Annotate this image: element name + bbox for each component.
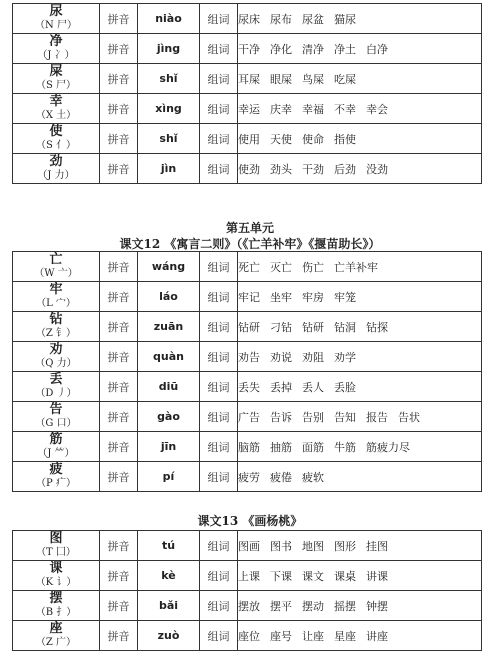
words-cell [238,462,482,492]
words-cell [238,342,482,372]
table-row [13,372,482,402]
word: 脑筋 [238,440,260,454]
zuci-label: 组词 [200,94,238,124]
pinyin-value: shǐ [138,64,200,94]
word: 庆幸 [270,102,292,116]
pinyin-label: 拼音 [100,462,138,492]
pinyin-value: zuò [138,621,200,651]
character-hint: （J 力） [37,169,75,181]
pinyin-value: jìn [138,154,200,184]
character-cell [13,94,100,124]
pinyin-value: jīn [138,432,200,462]
word: 星座 [334,629,356,643]
table-row [13,4,482,34]
word: 使劲 [238,162,260,176]
word: 下课 [270,569,292,583]
pinyin-label: 拼音 [100,312,138,342]
word: 告知 [334,410,356,424]
table-row [13,561,482,591]
character: 劲 [49,153,63,169]
word: 死亡 [238,260,260,274]
pinyin-label: 拼音 [100,282,138,312]
word: 抽筋 [270,440,292,454]
word: 地图 [302,539,324,553]
table-row [13,342,482,372]
word: 丢失 [238,380,260,394]
table-row [13,591,482,621]
word: 吃屎 [334,72,356,86]
table-row [13,621,482,651]
word: 钟摆 [366,599,388,613]
word: 劝学 [334,350,356,364]
character: 尿 [49,3,63,19]
character-cell [13,432,100,462]
pinyin-label: 拼音 [100,124,138,154]
words-cell [238,282,482,312]
pinyin-label: 拼音 [100,372,138,402]
word: 筋疲力尽 [366,440,410,454]
character-hint: （W 亠） [34,267,78,279]
word: 牢房 [302,290,324,304]
word: 清净 [302,42,324,56]
table-row [13,64,482,94]
table-row [13,94,482,124]
word: 讲课 [366,569,388,583]
word: 疲劳 [238,470,260,484]
zuci-label: 组词 [200,462,238,492]
word: 不幸 [334,102,356,116]
zuci-label: 组词 [200,154,238,184]
word: 牛筋 [334,440,356,454]
unit-heading: 第五单元 [225,221,274,235]
character-hint: （S 亻） [35,139,77,151]
pinyin-label: 拼音 [100,252,138,282]
words-cell [238,64,482,94]
character-hint: （J 冫） [37,49,75,61]
pinyin-value: wáng [138,252,200,282]
character: 屎 [49,63,63,79]
word: 课文 [302,569,324,583]
word: 坐牢 [270,290,292,304]
character-cell [13,4,100,34]
words-cell [238,34,482,64]
pinyin-value: zuān [138,312,200,342]
word: 丢掉 [270,380,292,394]
word: 座号 [270,629,292,643]
table-row [13,34,482,64]
word: 图形 [334,539,356,553]
character-hint: （G 口） [35,417,77,429]
word: 尿床 [238,12,260,26]
word: 牢记 [238,290,260,304]
word: 没劲 [366,162,388,176]
character-cell [13,372,100,402]
table-row [13,462,482,492]
character: 摆 [49,590,63,606]
word: 幸会 [366,102,388,116]
pinyin-label: 拼音 [100,561,138,591]
word: 丢人 [302,380,324,394]
zuci-label: 组词 [200,432,238,462]
pinyin-value: quàn [138,342,200,372]
pinyin-value: diū [138,372,200,402]
word: 让座 [302,629,324,643]
words-cell [238,312,482,342]
character-hint: （D 丿） [35,387,77,399]
word: 猫尿 [334,12,356,26]
table-row [13,282,482,312]
zuci-label: 组词 [200,34,238,64]
word: 摇摆 [334,599,356,613]
pinyin-value: xìng [138,94,200,124]
character-cell [13,34,100,64]
zuci-label: 组词 [200,282,238,312]
zuci-label: 组词 [200,531,238,561]
word: 尿布 [270,12,292,26]
character-hint: （Z 钅） [35,327,77,339]
pinyin-label: 拼音 [100,531,138,561]
words-cell [238,591,482,621]
character-hint: （T 囗） [36,546,76,558]
table-row [13,312,482,342]
table-row [13,531,482,561]
word: 钻探 [366,320,388,334]
word: 摆平 [270,599,292,613]
words-cell [238,94,482,124]
pinyin-label: 拼音 [100,342,138,372]
word: 摆动 [302,599,324,613]
word: 劝阻 [302,350,324,364]
words-cell [238,154,482,184]
lesson-heading-12: 课文12 《寓言二则》（《亡羊补牢》《揠苗助长》） [119,237,381,251]
pinyin-label: 拼音 [100,621,138,651]
character: 亡 [49,251,63,267]
character-cell [13,531,100,561]
zuci-label: 组词 [200,561,238,591]
character: 使 [49,123,63,139]
zuci-label: 组词 [200,312,238,342]
words-cell [238,561,482,591]
table-row [13,252,482,282]
vocab-table-1 [12,3,482,184]
word: 告别 [302,410,324,424]
character: 筋 [49,431,63,447]
character: 图 [49,530,63,546]
pinyin-value: shǐ [138,124,200,154]
word: 眼屎 [270,72,292,86]
words-cell [238,531,482,561]
character-cell [13,64,100,94]
character: 丢 [49,371,63,387]
word: 劝说 [270,350,292,364]
pinyin-label: 拼音 [100,591,138,621]
word: 报告 [366,410,388,424]
words-cell [238,402,482,432]
vocab-table-3 [12,530,482,651]
words-cell [238,124,482,154]
pinyin-value: gào [138,402,200,432]
character-hint: （L 宀） [36,297,76,309]
word: 上课 [238,569,260,583]
character: 座 [49,620,63,636]
word: 钻研 [302,320,324,334]
word: 后劲 [334,162,356,176]
word: 座位 [238,629,260,643]
word: 劲头 [270,162,292,176]
vocab-table-2 [12,251,482,492]
word: 劝告 [238,350,260,364]
zuci-label: 组词 [200,591,238,621]
character: 疲 [49,461,63,477]
pinyin-value: tú [138,531,200,561]
word: 课桌 [334,569,356,583]
words-cell [238,4,482,34]
character-hint: （P 疒） [36,477,76,489]
word: 伤亡 [302,260,324,274]
table-row [13,402,482,432]
pinyin-value: láo [138,282,200,312]
character: 净 [49,33,63,49]
word: 天使 [270,132,292,146]
word: 幸福 [302,102,324,116]
character-cell [13,252,100,282]
pinyin-value: bǎi [138,591,200,621]
character-hint: （B 扌） [35,606,77,618]
zuci-label: 组词 [200,124,238,154]
word: 挂图 [366,539,388,553]
pinyin-label: 拼音 [100,94,138,124]
pinyin-label: 拼音 [100,64,138,94]
zuci-label: 组词 [200,4,238,34]
pinyin-value: kè [138,561,200,591]
character-hint: （N 尸） [35,19,77,31]
word: 牢笼 [334,290,356,304]
pinyin-label: 拼音 [100,34,138,64]
zuci-label: 组词 [200,621,238,651]
word: 幸运 [238,102,260,116]
word: 丢脸 [334,380,356,394]
word: 广告 [238,410,260,424]
character-hint: （K 讠） [35,576,77,588]
character-cell [13,621,100,651]
character: 劝 [49,341,63,357]
pinyin-value: pí [138,462,200,492]
word: 刁钻 [270,320,292,334]
words-cell [238,432,482,462]
character: 牢 [49,281,63,297]
character-hint: （Q 力） [35,357,77,369]
character-cell [13,154,100,184]
word: 净化 [270,42,292,56]
word: 告诉 [270,410,292,424]
word: 图画 [238,539,260,553]
character: 告 [49,401,63,417]
word: 白净 [366,42,388,56]
lesson-heading-13: 课文13 《画杨桃》 [197,514,303,528]
word: 净土 [334,42,356,56]
zuci-label: 组词 [200,252,238,282]
character-hint: （S 尸） [35,79,77,91]
word: 疲软 [302,470,324,484]
word: 干净 [238,42,260,56]
pinyin-label: 拼音 [100,432,138,462]
word: 灭亡 [270,260,292,274]
words-cell [238,621,482,651]
word: 图书 [270,539,292,553]
character: 幸 [49,93,63,109]
character: 课 [49,560,63,576]
word: 使用 [238,132,260,146]
zuci-label: 组词 [200,372,238,402]
words-cell [238,372,482,402]
character-cell [13,312,100,342]
word: 亡羊补牢 [334,260,378,274]
zuci-label: 组词 [200,342,238,372]
words-cell [238,252,482,282]
character-cell [13,342,100,372]
character-hint: （X 土） [35,109,77,121]
word: 耳屎 [238,72,260,86]
table-row [13,124,482,154]
pinyin-value: jìng [138,34,200,64]
word: 鸟屎 [302,72,324,86]
word: 告状 [398,410,420,424]
character: 钻 [49,311,63,327]
word: 讲座 [366,629,388,643]
table-row [13,154,482,184]
word: 尿盆 [302,12,324,26]
word: 干劲 [302,162,324,176]
word: 指使 [334,132,356,146]
character-cell [13,462,100,492]
pinyin-value: niào [138,4,200,34]
word: 使命 [302,132,324,146]
pinyin-label: 拼音 [100,4,138,34]
character-cell [13,402,100,432]
character-cell [13,591,100,621]
zuci-label: 组词 [200,402,238,432]
character-cell [13,282,100,312]
character-hint: （Z 广） [35,636,77,648]
zuci-label: 组词 [200,64,238,94]
word: 摆放 [238,599,260,613]
word: 面筋 [302,440,324,454]
word: 钻研 [238,320,260,334]
word: 疲倦 [270,470,292,484]
character-cell [13,124,100,154]
word: 钻洞 [334,320,356,334]
pinyin-label: 拼音 [100,402,138,432]
character-hint: （J ⺮） [37,447,75,459]
character-cell [13,561,100,591]
pinyin-label: 拼音 [100,154,138,184]
table-row [13,432,482,462]
